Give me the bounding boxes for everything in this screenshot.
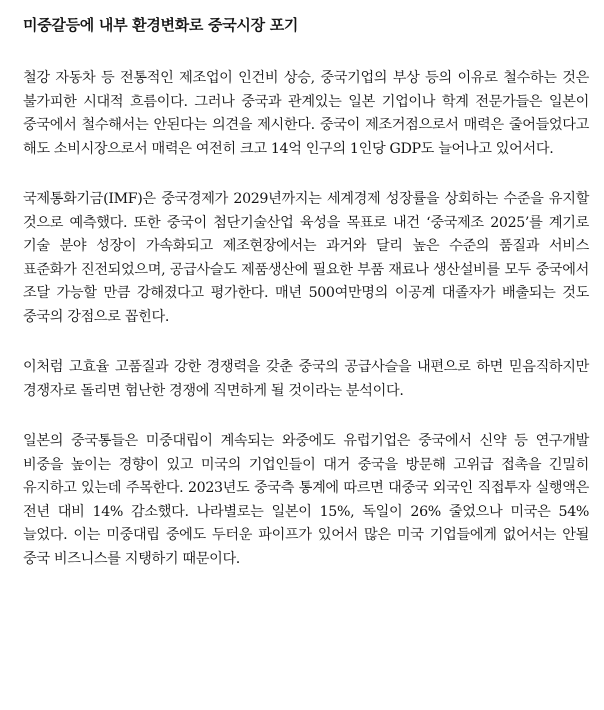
article-title: 미중갈등에 내부 환경변화로 중국시장 포기 — [23, 16, 299, 34]
article-paragraph-2: 국제통화기금(IMF)은 중국경제가 2029년까지는 세계경제 성장률을 상회하는 수준을 유지할 것으로 예측했다. 또한 중국이 첨단기술산업 육성을 목표로 내건 ‘중국제조 2025’를 계기로 기술 분야 성장이 가속화되고 제조현장에서는 과거와 달리 높은 수준의 품질과 서비스 표준화가 진전되었으며, 공급사슬도 제품생산에 필요한 부품 재료나 생산설비를 모두 중국에서 조달 가능할 만큼 강해졌다고 평가한다. 매년 500여만명의 이공계 대졸자가 배출되는 것도 중국의 강점으로 꼽힌다. — [23, 191, 589, 325]
article-paragraph-3: 이처럼 고효율 고품질과 강한 경쟁력을 갖춘 중국의 공급사슬을 내편으로 하면 믿음직하지만 경쟁자로 돌리면 험난한 경쟁에 직면하게 될 것이라는 분석이다. — [23, 359, 589, 399]
article-paragraph-4: 일본의 중국통들은 미중대립이 계속되는 와중에도 유럽기업은 중국에서 신약 등 연구개발 비중을 높이는 경향이 있고 미국의 기업인들이 대거 중국을 방문해 고위급 접촉을 긴밀히 유지하고 있는데 주목한다. 2023년도 중국측 통계에 따르면 대중국 외국인 직접투자 실행액은 전년 대비 14% 감소했다. 나라별로는 일본이 15%, 독일이 26% 줄었으나 미국은 54% 늘었다. 이는 미중대립 중에도 두터운 파이프가 있어서 많은 미국 기업들에게 없어서는 안될 중국 비즈니스를 지탱하기 때문이다. — [23, 433, 589, 567]
article-paragraph-1: 철강 자동차 등 전통적인 제조업이 인건비 상승, 중국기업의 부상 등의 이유로 철수하는 것은 불가피한 시대적 흐름이다. 그러나 중국과 관계있는 일본 기업이나 학계 전문가들은 일본이 중국에서 철수해서는 안된다는 의견을 제시한다. 중국이 제조거점으로서 매력은 줄어들었다고 해도 소비시장으로서 매력은 여전히 크고 14억 인구의 1인당 GDP도 늘어나고 있어서다. — [23, 70, 589, 157]
article — [23, 14, 589, 571]
